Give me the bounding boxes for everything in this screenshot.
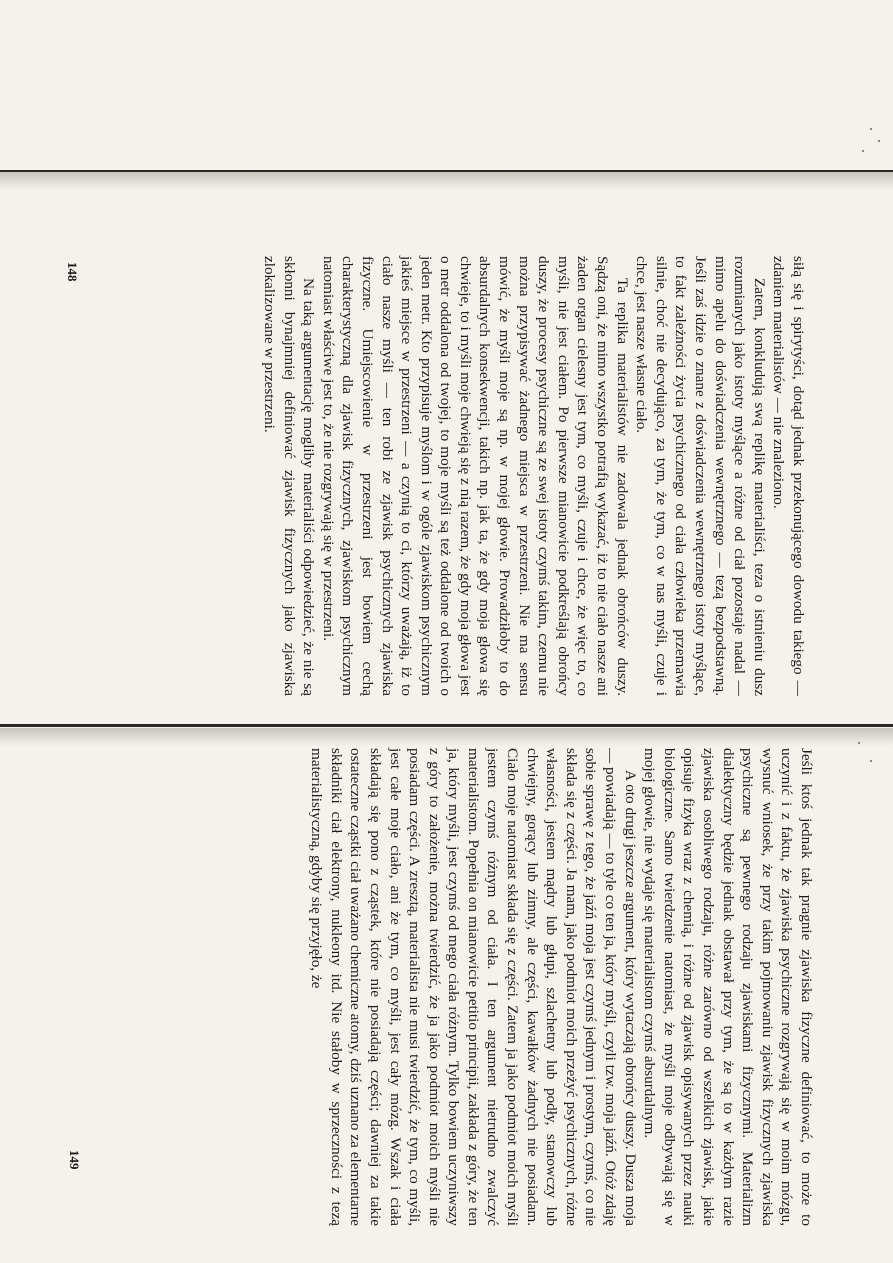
scan-speck [870, 760, 872, 762]
left-page-text [108, 256, 808, 696]
paragraph: Jeśli ktoś jednak tak pragnie zjawiska fizyczne definiować, to może to uczynić i z faktu, że zjawiska psychiczne rozgrywają się w moim mózgu, wysnuć wniosek, że przy takim pojmowaniu zjawisk fizycznych zjawiska psychiczne są pewnego rodzaju zjawiskami fizycznymi. Materializm dialektyczny będzie jednak obstawał przy tym, że są to w każdym razie zjawiska osobliwego rodzaju, różne zarówno od wszelkich zjawisk, jakie opisuje fizyka wraz z chemią, i różne od zjawisk opisywanych przez nauki biologiczne. Samo twierdzenie natomiast, że myśli moje odbywają się w mojej głowie, nie wydaje się materialistom czymś absurdalnym. [641, 748, 815, 1226]
center-fold-line [0, 724, 893, 727]
top-page-edge [0, 170, 893, 172]
center-fold-shadow [0, 728, 893, 746]
scan-speck [862, 150, 864, 152]
page-number-right: 149 [67, 1150, 82, 1170]
top-fold-shadow [0, 172, 893, 190]
scan-speck [878, 140, 880, 142]
scan-speck [870, 128, 872, 130]
paragraph: Zatem, konkludują swą replikę materialiści, teza o istnieniu dusz rozumianych jako istoty myślące a różne od ciał pozostaje nadal — mimo apelu do doświadczenia wewnętrznego — tezą bezpodstawną. Jeśli zaś idzie o znane z doświadczenia wewnętrznego istoty myślące, to fakt zależności życia psychicznego od ciała człowieka przemawia silnie, choć nie decydująco, za tym, że tym, co w nas myśli, czuje i chce, jest nasze własne ciało. [633, 256, 768, 696]
page-number-left: 148 [65, 262, 80, 282]
right-page-text [82, 748, 816, 1226]
paragraph: Ta replika materialistów nie zadowala jednak obrońców duszy. Sądzą oni, że mimo wszystko potrafią wykazać, iż to nie ciało nasze ani żaden organ cielesny jest tym, co myśli, czuje i chce, że więc to, co myśli, nie jest ciałem. Po pierwsze mianowicie podkreślają obrońcy duszy, że procesy psychiczne są ze swej istoty czymś takim, czemu nie można przypisywać żadnego miejsca w przestrzeni. Nie ma sensu mówić, że myśli moje są np. w mojej głowie. Prowadziłoby to do absurdalnych konsekwencji, takich np. jak ta, że gdy moja głowa się chwieje, to i myśli moje chwieją się z nią razem, że gdy moja głowa jest o metr oddalona od twojej, to moje myśli są też oddalone od twoich o jeden metr. Kto przypisuje myślom i w ogóle zjawiskom psychicznym jakieś miejsce w przestrzeni — a czynią to ci, którzy uważają, iż to ciało nasze myśli — ten robi ze zjawisk psychicznych zjawiska fizyczne. Umiejscowienie w przestrzeni jest bowiem cechą charakterystyczną dla zjawisk fizycznych, zjawiskom psychicznym natomiast właściwe jest to, że nie rozgrywają się w przestrzeni. [319, 256, 631, 696]
paragraph: siłą się i spirytyści, dotąd jednak przekonującego dowodu takiego — zdaniem materialistów — nie znaleziono. [770, 256, 807, 696]
paragraph: A oto drugi jeszcze argument, który wytaczają obrońcy duszy. Dusza moja — powiadają — to tyle co ten ja, który myśli, czyli tzw. moja jaźń. Otóż zdaję sobie sprawę z tego, że jaźń moja jest czymś jednym i prostym, czymś, co nie składa się z części. Ja mam, jako podmiot moich przeżyć psychicznych, różne własności, jestem mądry lub głupi, szlachetny lub podły, stanowczy lub chwiejny, gorący lub zimny, ale części, kawałków żadnych nie posiadam. Ciało moje natomiast składa się z części. Zatem ja jako podmiot moich myśli jestem czymś różnym od ciała. I ten argument nietrudno zwalczyć materialistom. Popełnia on mianowicie petitio principii, zakłada z góry, że ten ja, który myśli, jest czymś od mego ciała różnym. Tylko bowiem uczyniwszy z góry to założenie, można twierdzić, że ja jako podmiot moich myśli nie posiadam części. A zresztą, materialista nie musi twierdzić, że tym, co myśli, jest całe moje ciało, ani że tym, co myśli, jest cały mózg. Wszak i ciała składają się pono z cząstek, które nie posiadają części; dawniej za takie ostateczne cząstki ciał uważano chemiczne atomy, dziś uznano za elementarne składniki ciał elektrony, nukleony itd. Nie stałoby w sprzeczności z tezą materialistyczną, gdyby się przyjęło, że [308, 748, 639, 1226]
scan-speck [858, 742, 860, 744]
paragraph: Na taką argumentację mogliby materialiści odpowiedzieć, że nie są skłonni bynajmniej definiować zjawisk fizycznych jako zjawiska zlokalizowane w przestrzeni. [260, 256, 318, 696]
